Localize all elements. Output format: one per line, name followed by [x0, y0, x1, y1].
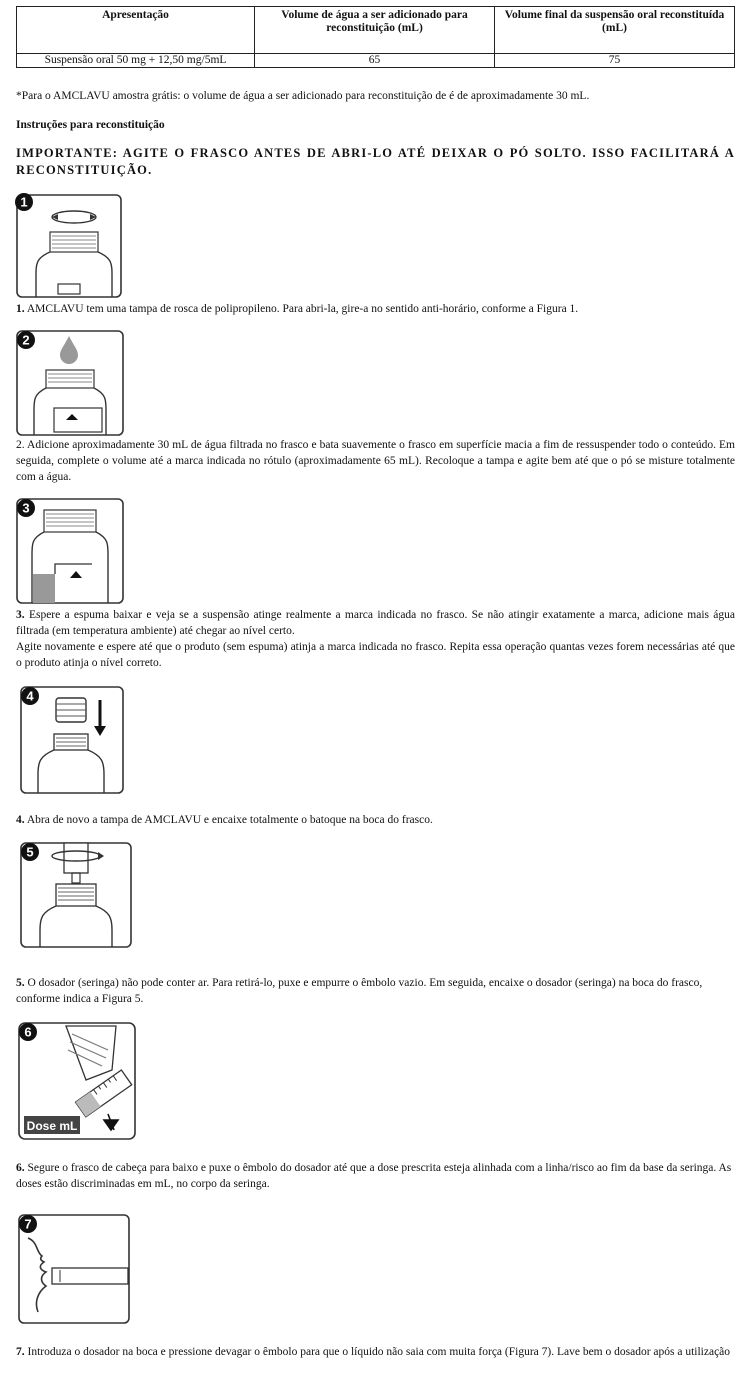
- dose-ml-label: Dose mL: [26, 1119, 78, 1133]
- table-cell: 75: [495, 54, 735, 68]
- figure-7: [16, 1212, 132, 1326]
- step-text: AMCLAVU tem uma tampa de rosca de polipropileno. Para abri-la, gire-a no sentido anti-horário, conforme a Figura 1.: [26, 303, 579, 315]
- figure-3: [14, 496, 126, 606]
- figure-2: [14, 328, 126, 438]
- important-notice: IMPORTANTE: AGITE O FRASCO ANTES DE ABRI-LO ATÉ DEIXAR O PÓ SOLTO. ISSO FACILITARÁ A RECONSTITUIÇÃO.: [16, 146, 735, 177]
- table-header: Volume final da suspensão oral reconstituída (mL): [495, 7, 735, 54]
- bottle-cap-rotate-icon: [14, 192, 124, 300]
- step-number: 4.: [16, 814, 25, 826]
- syringe-to-mouth-icon: [16, 1212, 132, 1326]
- step-text: O dosador (seringa) não pode conter ar. Para retirá-lo, puxe e empurre o êmbolo vazio. Em seguida, encaixe o dosador (seringa) na boca do frasco, conforme indica a Figura 5.: [16, 977, 703, 1005]
- inverted-bottle-syringe-icon: [16, 1020, 138, 1142]
- step-1: [16, 301, 735, 317]
- table-header-row: [17, 7, 735, 54]
- step-text: Introduza o dosador na boca e pressione devagar o êmbolo para que o líquido não saia com muita força (Figura 7). Lave bem o dosador após a utilização: [27, 1346, 731, 1358]
- step-text-continued: Agite novamente e espere até que o produto (sem espuma) atinja a marca indicada no frasco. Repita essa operação quantas vezes forem necessárias até que o produto atinja o nível correto.: [16, 641, 735, 669]
- figure-number: 3: [22, 500, 30, 516]
- figure-number: 6: [24, 1024, 32, 1040]
- table-cell: Suspensão oral 50 mg + 12,50 mg/5mL: [17, 54, 255, 68]
- section-title: Instruções para reconstituição: [16, 119, 165, 131]
- free-sample-note: *Para o AMCLAVU amostra grátis: o volume de água a ser adicionado para reconstituição de é de aproximadamente 30 mL.: [16, 90, 590, 102]
- figure-4: [18, 684, 126, 796]
- table-row: [17, 54, 735, 68]
- step-7: [16, 1344, 735, 1360]
- figure-1: [14, 192, 124, 300]
- step-4: [16, 812, 735, 828]
- figure-number: 5: [26, 844, 34, 860]
- figure-6: [16, 1020, 138, 1142]
- step-number: 5.: [16, 977, 25, 989]
- figure-number: 2: [22, 332, 30, 348]
- step-6: [16, 1160, 735, 1192]
- figure-5: [18, 840, 134, 950]
- step-number: 7.: [16, 1346, 25, 1358]
- water-drop-bottle-icon: [14, 328, 126, 438]
- step-text: Segure o frasco de cabeça para baixo e puxe o êmbolo do dosador até que a dose prescrita esteja alinhada com a linha/risco ao fim da base da seringa. As doses estão discriminadas em mL, no corpo da seringa.: [16, 1162, 732, 1190]
- step-text: 2. Adicione aproximadamente 30 mL de água filtrada no frasco e bata suavemente o frasco em superfície macia a fim de ressuspender todo o conteúdo. Em seguida, complete o volume até a marca indicada no rótulo (aproximadamente 65 mL). Recoloque a tampa e agite bem até que o pó se misture totalmente com a água.: [16, 439, 735, 483]
- step-text: Abra de novo a tampa de AMCLAVU e encaixe totalmente o batoque na boca do frasco.: [26, 814, 433, 826]
- figure-number: 7: [24, 1216, 32, 1232]
- presentation-table: [16, 6, 735, 68]
- step-number: 6.: [16, 1162, 25, 1174]
- figure-number: 4: [26, 688, 34, 704]
- step-3: [16, 607, 735, 671]
- table-cell: 65: [255, 54, 495, 68]
- syringe-in-bottle-icon: [18, 840, 134, 950]
- bottle-fill-level-icon: [14, 496, 126, 606]
- step-2: [16, 437, 735, 485]
- step-number: 1.: [16, 303, 25, 315]
- figure-number: 1: [20, 194, 28, 210]
- step-5: [16, 975, 735, 1007]
- table-header: Apresentação: [17, 7, 255, 54]
- step-text: Espere a espuma baixar e veja se a suspensão atinge realmente a marca indicada no frasco. Se não atingir exatamente a marca, adicione mais água filtrada (em temperatura ambiente) até chegar ao nível certo.: [16, 609, 735, 637]
- table-header: Volume de água a ser adicionado para reconstituição (mL): [255, 7, 495, 54]
- step-number: 3.: [16, 609, 25, 621]
- bottle-stopper-insert-icon: [18, 684, 126, 796]
